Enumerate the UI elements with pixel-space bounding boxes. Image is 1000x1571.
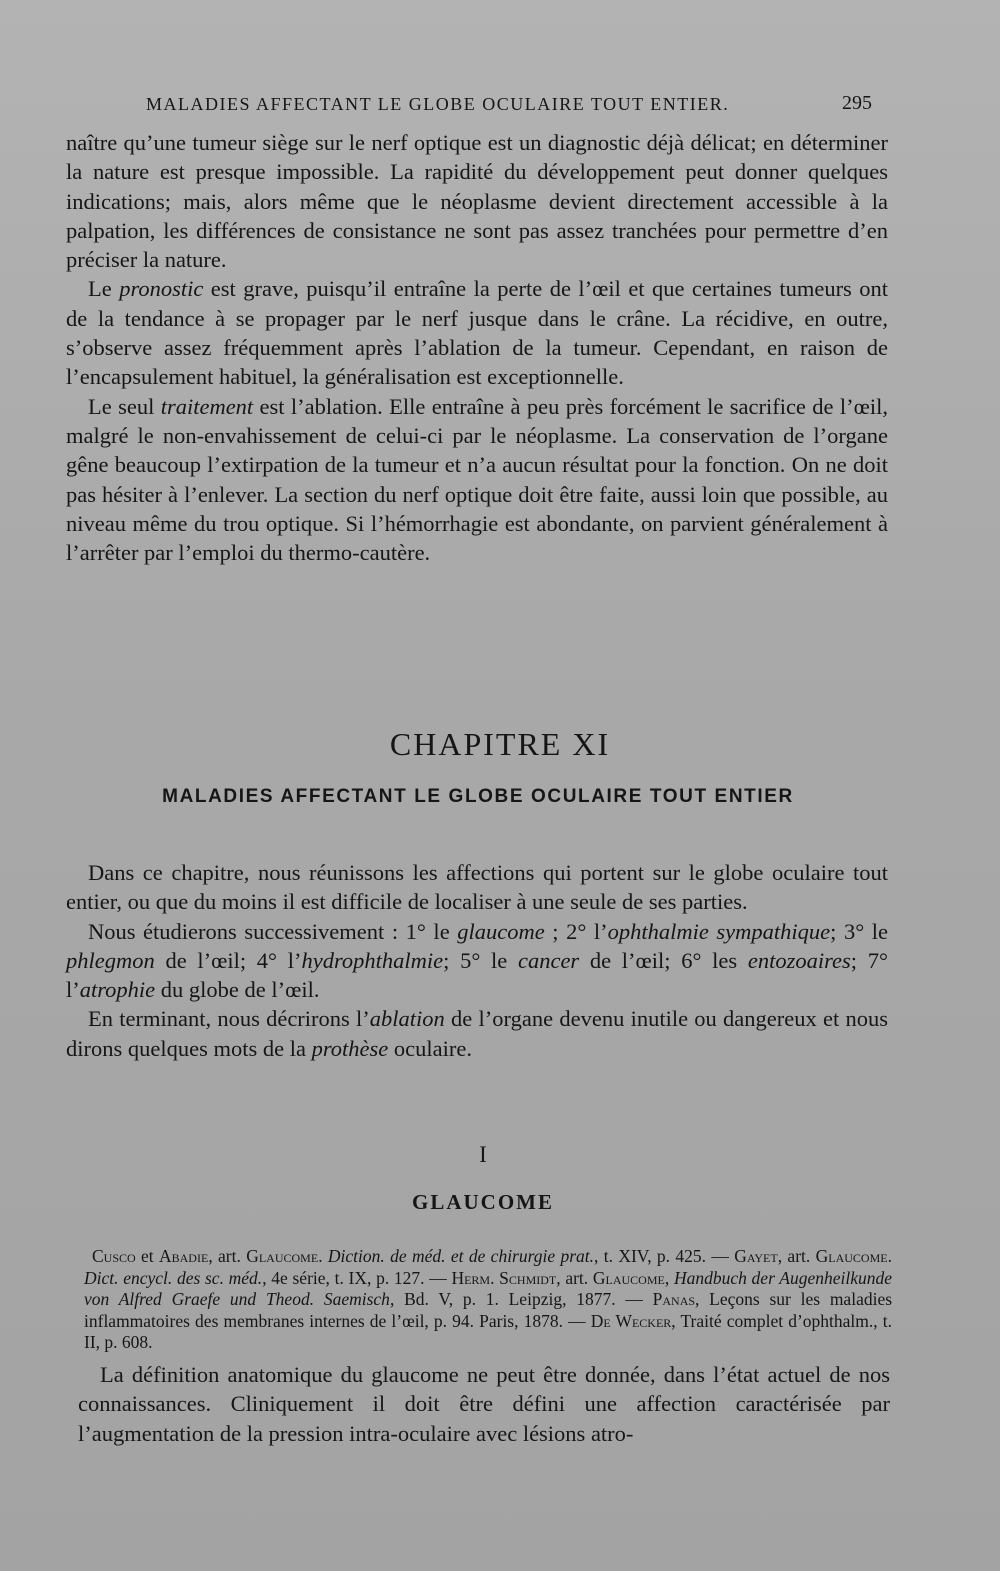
paragraph-glaucome-definition: La définition anatomique du glaucome ne peut être donnée, dans l’état actuel de nos connaissances. Cliniquement il doit être défini une affection caractérisée par l’augmentation de la pression intra-oculaire avec lésions atro- <box>78 1362 890 1446</box>
page-number: 295 <box>842 92 872 114</box>
paragraph-intro: Dans ce chapitre, nous réunissons les affections qui portent sur le globe oculaire tout entier, ou que du moins il est difficile de localiser à une seule de ses parties. <box>66 860 888 915</box>
glaucome-text-block <box>78 1360 890 1448</box>
term-pronostic: pronostic <box>119 276 204 302</box>
paragraph-plan: Nous étudierons successivement : 1° le glaucome ; 2° l’ophthalmie sympathique; 3° le phlegmon de l’œil; 4° l’hydrophthalmie; 5° le cancer de l’œil; 6° les entozoaires; 7° l’atrophie du globe de l’œil. <box>66 918 888 1003</box>
paragraph-diagnostic: naître qu’une tumeur siège sur le nerf optique est un diagnostic déjà délicat; en déterminer la nature est presque impossible. La rapidité du développement peut donner quelques indications; mais, alors même que le néoplasme devient directement accessible à la palpation, les différences de consistance ne sont pas assez tranchées pour permettre d’en préciser la nature. <box>66 130 888 273</box>
chapter-subtitle: MALADIES AFFECTANT LE GLOBE OCULAIRE TOUT ENTIER <box>162 786 794 807</box>
section-number: I <box>479 1142 487 1167</box>
chapter-intro-block <box>66 858 888 1063</box>
paragraph-pronostic: Le pronostic est grave, puisqu’il entraîne la perte de l’œil et que certaines tumeurs ont de la tendance à se propager par le nerf jusque dans le crâne. La récidive, en outre, s’observe assez fréquemment après l’ablation de la tumeur. Cependant, en raison de l’encapsulement habituel, la généralisation est exceptionnelle. <box>66 276 889 390</box>
paragraph-conclusion: En terminant, nous décrirons l’ablation de l’organe devenu inutile ou dangereux et nous dirons quelques mots de la prothèse oculaire. <box>66 1006 888 1061</box>
section-title: GLAUCOME <box>412 1190 554 1214</box>
chapter-title: CHAPITRE XI <box>389 726 611 762</box>
bibliography-block <box>84 1246 892 1354</box>
running-header: MALADIES AFFECTANT LE GLOBE OCULAIRE TOUT ENTIER. <box>146 94 730 114</box>
top-text-block <box>66 128 888 567</box>
paragraph-traitement: Le seul traitement est l’ablation. Elle entraîne à peu près forcément le sacrifice de l’œil, malgré le non-envahissement de celui-ci par le néoplasme. La conservation de l’organe gêne beaucoup l’extirpation de la tumeur et n’a aucun résultat pour la fonction. On ne doit pas hésiter à l’enlever. La section du nerf optique doit être faite, aussi loin que possible, au niveau même du trou optique. Si l’hémorrhagie est abondante, on parvient généralement à l’arrêter par l’emploi du thermo-cautère. <box>66 393 888 566</box>
bibliography-references: Cusco et Abadie, art. Glaucome. Diction. de méd. et de chirurgie prat., t. XIV, p. 425. — Gayet, art. Glaucome. Dict. encycl. des sc. méd., 4e série, t. IX, p. 127. — Herm. Schmidt, art. Glaucome, Handbuch der Augenheilkunde von Alfred Graefe und Theod. Saemisch, Bd. V, p. 1. Leipzig, 1877. — Panas, Leçons sur les maladies inflammatoires des membranes internes de l’œil, p. 94. Paris, 1878. — De Wecker, Traité complet d’ophthalm., t. II, p. 608. <box>84 1246 893 1352</box>
term-traitement: traitement <box>160 393 254 419</box>
